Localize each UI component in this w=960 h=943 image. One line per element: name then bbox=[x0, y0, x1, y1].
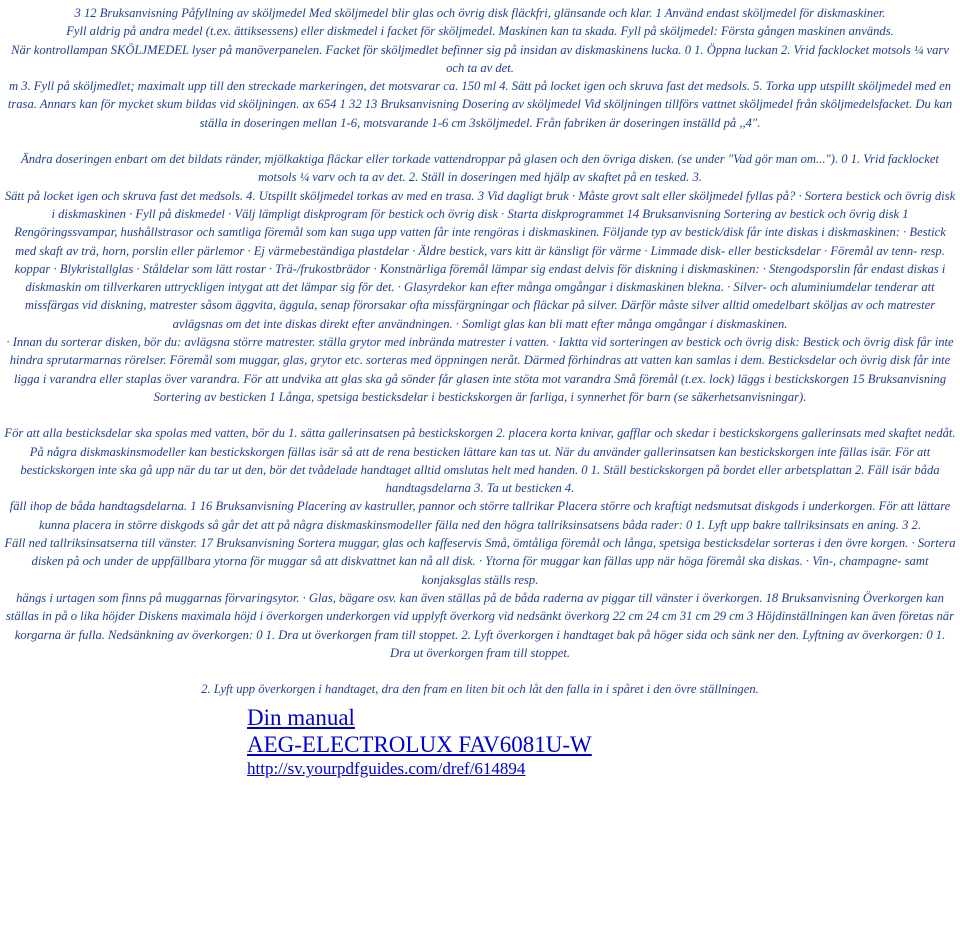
paragraph-change-dosage: Ändra doseringen enbart om det bildats ränder, mjölkaktiga fläckar eller torkade vattendroppar på glasen och den övriga disken. (se under "Vad gör man om..."). 0 1. Vrid facklocket motsols ¼ varv och ta av det. 2. Ställ in doseringen med hjälp av skaftet på en tesked. 3. bbox=[21, 152, 939, 185]
footer-link-product-name[interactable]: AEG-ELECTROLUX FAV6081U-W bbox=[247, 732, 592, 758]
paragraph-sorting-tips: · Innan du sorterar disken, bör du: avlägsna större matrester. ställa grytor med inbrända matrester i vatten. · Iaktta vid sorteringen av bestick och övrig disk: Bestick och övrig disk får inte hindra sprutarmarnas rörelser. Föremål som muggar, glas, grytor etc. sorteras med öppningen neråt. Därmed förhindras att vatten kan samlas i dem. Besticksdelar och övrig disk får inte ligga i varandra eller staplas över varandra. För att undvika att glas ska gå sönder får glasen inte stöta mot varandra Små föremål (t.ex. lock) läggs i bestickskorgen 15 Bruksanvisning Sortering av besticken 1 Långa, spetsiga besticksdelar i bestickskorgen är farliga, i synnerhet för barn (se säkerhetsanvisningar). bbox=[6, 335, 954, 404]
paragraph-rinse-aid-steps: När kontrollampan SKÖLJMEDEL lyser på manöverpanelen. Facket för sköljmedlet befinner sig på insidan av diskmaskinens lucka. 0 1. Öppna luckan 2. Vrid facklocket motsols ¼ varv och ta av det. bbox=[11, 42, 949, 75]
paragraph-cutlery-basket: För att alla besticksdelar ska spolas med vatten, bör du 1. sätta gallerinsatsen på bestickskorgen 2. placera korta knivar, gafflar och skedar i bestickskorgens gallerinsats med skaftet nedåt. På några diskmaskinsmodeller kan bestickskorgen fällas isär så att de rena besticken lättare kan tas ut. När du använder gallerinsatsen kan bestickskorgen inte fällas isär. För att bestickskorgen inte ska gå upp när du tar ut den, bör det tvådelade handtaget alltid omslutas helt med handen. 0 1. Ställ bestickskorgen på bordet eller arbetsplattan 2. Fäll isär båda handtagsdelarna 3. Ta ut besticken 4. bbox=[4, 426, 956, 496]
paragraph-rinse-aid-intro: 3 12 Bruksanvisning Påfyllning av sköljmedel Med sköljmedel blir glas och övrig disk fläckfri, glänsande och klar. 1 Använd endast sköljmedel för diskmaskiner. bbox=[74, 6, 886, 20]
manual-footer bbox=[247, 704, 956, 780]
paragraph-rinse-aid-warning: Fyll aldrig på andra medel (t.ex. ättiksessens) eller diskmedel i facket för sköljmedel. Maskinen kan ta skada. Fyll på sköljmedel: Första gången maskinen används. bbox=[66, 24, 894, 39]
paragraph-rinse-aid-dosage: m 3. Fyll på sköljmedlet; maximalt upp till den streckade markeringen, det motsvarar ca. 150 ml 4. Sätt på locket igen och skruva fast det medsols. 5. Torka upp utspillt sköljmedel med en trasa. Annars kan för mycket skum bildas vid sköljningen. ax 654 1 32 13 Bruksanvisning Dosering av sköljmedel Vid sköljningen tillförs vattnet sköljmedel från sköljmedelsfacket. Du kan ställa in doseringen mellan 1-6, motsvarande 1-6 cm 3sköljmedel. Från fabriken är doseringen inställd på ,,4". bbox=[7, 79, 953, 130]
paragraph-lower-basket: fäll ihop de båda handtagsdelarna. 1 16 Bruksanvisning Placering av kastruller, pannor och större tallrikar Placera större och kraftigt nedsmutsat diskgods i underkorgen. För att lättare kunna placera in större diskgods så går det att på några diskmaskinsmodeller fälla ned den högra tallriksinsatsens båda rader: 0 1. Lyft upp bakre tallriksinsats en aning. 3 2. bbox=[9, 499, 951, 532]
footer-link-url[interactable]: http://sv.yourpdfguides.com/dref/614894 bbox=[247, 759, 526, 779]
paragraph-basket-height: hängs i urtagen som finns på muggarnas förvaringsytor. · Glas, bägare osv. kan även ställas på de båda raderna av piggar till vänster i överkorgen. 18 Bruksanvisning Överkorgen kan ställas in på o lika höjder Diskens maximala höjd i överkorgen underkorgen vid upplyft överkorg vid nedsänkt överkorg 22 cm 24 cm 31 cm 29 cm 3 Höjdinställningen kan även företas när korgarna är fulla. Nedsänkning av överkorgen: 0 1. Dra ut överkorgen fram till stoppet. 2. Lyft överkorgen i handtaget bak på höger sida och sänk ner den. Lyftning av överkorgen: 0 1. Dra ut överkorgen fram till stoppet. bbox=[6, 590, 954, 660]
paragraph-upper-basket: Fäll ned tallriksinsatserna till vänster. 17 Bruksanvisning Sortera muggar, glas och kaffeservis Små, ömtåliga föremål och långa, spetsiga besticksdelar sorteras i den övre korgen. · Sortera disken på och under de uppfällbara ytorna för muggar så att diskvattnet kan nå all disk. · Ytorna för muggar kan fällas upp när höga föremål ska diskas. · Vin-, champagne- samt konjaksglas ställs resp. bbox=[4, 536, 956, 587]
paragraph-unsuitable-items: koppar · Blykristallglas · Ståldelar som lätt rostar · Trä-/frukostbrädor · Konstnärliga föremål lämpar sig endast delvis för diskning i diskmaskinen: · Stengodsporslin får endast diskas i diskmaskin om tillverkaren uttryckligen intygat att det lämpar sig för det. · Glasyrdekor kan efter många omgångar i diskmaskinen blekna. · Silver- och aluminiumdelar tenderar att missfärgas vid diskning, matrester såsom äggvita, äggula, senap förorsakar ofta missfärgningar och fläckar på silver. Därför måste silver alltid omedelbart sköljas av och matrester avlägsnas om det inte diskas direkt efter användningen. · Somligt glas kan bli matt efter många omgångar i diskmaskinen. bbox=[14, 261, 946, 331]
paragraph-lift-basket: 2. Lyft upp överkorgen i handtaget, dra den fram en liten bit och låt den falla in i spåret i den övre ställningen. bbox=[201, 682, 759, 697]
footer-link-din-manual[interactable]: Din manual bbox=[247, 705, 355, 731]
paragraph-daily-use: Sätt på locket igen och skruva fast det medsols. 4. Utspillt sköljmedel torkas av med en trasa. 3 Vid dagligt bruk · Måste grovt salt eller sköljmedel fyllas på? · Sortera bestick och övrig disk i diskmaskinen · Fyll på diskmedel · Välj lämpligt diskprogram för bestick och övrig disk · Starta diskprogrammet 14 Bruksanvisning Sortering av bestick och övrig disk 1 Rengöringssvampar, hushållstrasor och samtliga föremål som kan suga upp vatten får inte rengöras i diskmaskinen. Följande typ av bestick/disk får inte diskas i diskmaskinen: · Bestick med skaft av trä, horn, porslin eller pärlemor · Ej värmebeständiga plastdelar · Äldre bestick, vars kitt är känsligt för värme · Limmade disk- eller besticksdelar · Föremål av tenn- resp. bbox=[4, 188, 956, 258]
